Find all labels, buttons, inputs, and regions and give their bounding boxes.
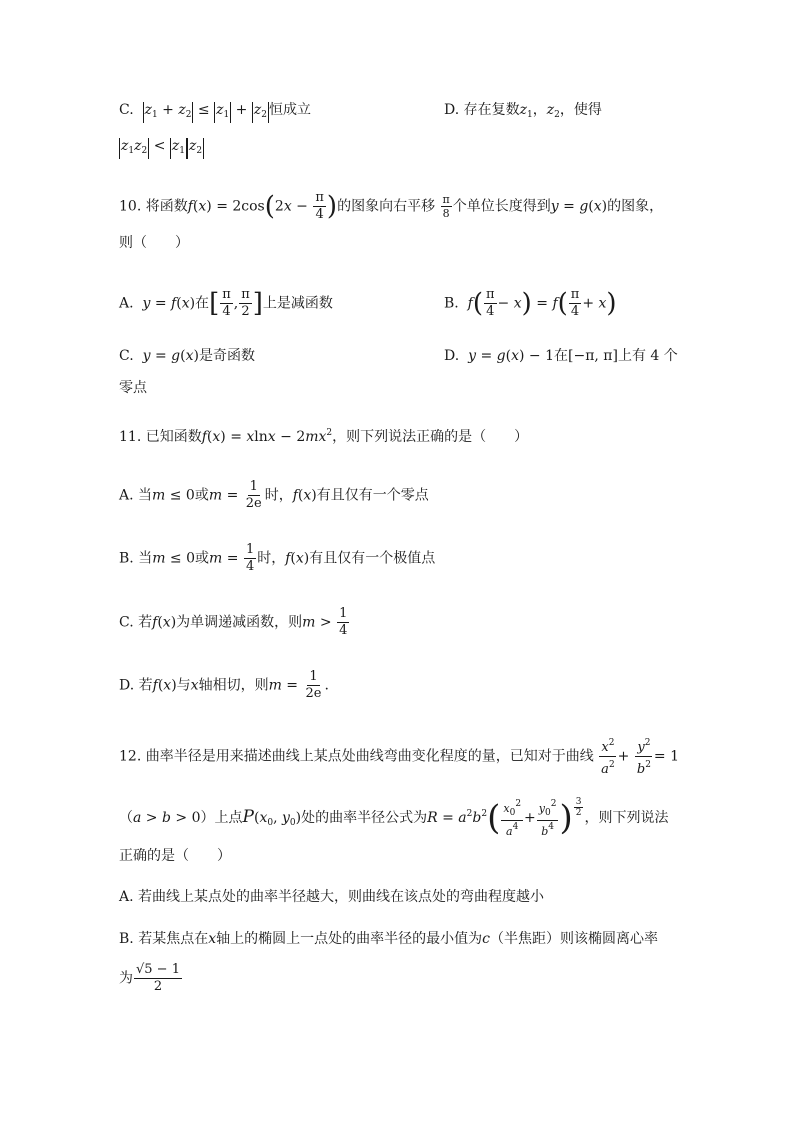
q10-stem: 10. 将函数f(x) = 2cos(2x − $\frac{\pi}{4}$ )的图象向右平移 $\frac{\pi}{8}$ 个单位长度得到y = g(x)的图象， bbox=[119, 190, 664, 222]
question-text: 个单位长度得到 bbox=[452, 198, 551, 215]
option-text: 有且仅有一个极值点 bbox=[309, 550, 436, 567]
q12-stem-line2: （a > b > 0）上点$P(x_0$, $y_0$)处的曲率半径公式为$R = a^2b^2$( $\frac{x_0^2}{a^4}$ + $\frac{y_0^2}{b^4}$ ) $\frac{3}{2}$ ，则下列说法 bbox=[119, 797, 669, 838]
q9-option-c: C. $z_1 + z_2 \le z_1 + z_2$ 恒成立 bbox=[119, 100, 311, 123]
q10-then: 则（ ） bbox=[119, 235, 189, 251]
q12-stem-line3: 正确的是（ ） bbox=[119, 848, 231, 864]
q10-option-d: D. y = g(x) − 1在[−π, π]上有 4 个 bbox=[444, 348, 678, 364]
q12-option-a bbox=[119, 887, 544, 907]
option-text: 存在复数 bbox=[463, 102, 520, 118]
q11-option-d: D. 若f(x)与x轴相切，则m = $\frac{1}{2e}$ . bbox=[119, 669, 329, 701]
option-text: 若某焦点在 bbox=[138, 931, 209, 947]
q10-option-d-wrap: 零点 bbox=[119, 380, 147, 396]
option-label: A. bbox=[119, 889, 134, 905]
option-text: 是奇函数 bbox=[198, 348, 255, 364]
question-number: 10. bbox=[119, 198, 142, 215]
option-text: 上是减函数 bbox=[262, 295, 333, 312]
option-label: C. bbox=[119, 102, 134, 118]
option-text: 与 bbox=[176, 677, 191, 694]
question-number: 11. bbox=[119, 429, 142, 445]
q10-option-a: A. y = f(x)在[ $\frac{\pi}{4}$ , $\frac{\pi}{2}$ ]上是减函数 bbox=[119, 287, 333, 319]
option-text: 上有 4 个 bbox=[617, 348, 678, 364]
option-text: 在 bbox=[554, 348, 568, 364]
option-text: 恒成立 bbox=[269, 102, 311, 118]
option-label: D. bbox=[119, 677, 135, 694]
option-text: 有且仅有一个零点 bbox=[316, 487, 429, 504]
option-label: B. bbox=[119, 931, 134, 947]
question-text: 曲率半径是用来描述曲线上某点处曲线弯曲变化程度的量，已知对于曲线 bbox=[145, 748, 594, 765]
q9-option-d: D. 存在复数$z_1$，$z_2$，使得 bbox=[444, 102, 602, 120]
option-text: 当 bbox=[138, 550, 153, 567]
q12-option-b: B. 若某焦点在x轴上的椭圆上一点处的曲率半径的最小值为c（半焦距）则该椭圆离心率 bbox=[119, 931, 658, 947]
question-text: 的图象， bbox=[607, 198, 664, 215]
option-text: 若 bbox=[138, 614, 153, 631]
question-text: 将函数 bbox=[145, 198, 188, 215]
question-text: 已知函数 bbox=[145, 429, 202, 445]
option-text: 或 bbox=[195, 550, 210, 567]
option-label: A. bbox=[119, 295, 134, 312]
option-text: 轴上的椭圆上一点处的曲率半径的最小值为 bbox=[216, 931, 483, 947]
question-text: ）上点 bbox=[200, 810, 243, 826]
question-text: ，则下列说法 bbox=[584, 810, 669, 826]
option-text: 若曲线上某点处的曲率半径越大，则曲线在该点处的弯曲程度越小 bbox=[138, 889, 545, 905]
q11-option-c: C. 若f(x)为单调递减函数，则m > $\frac{1}{4}$ bbox=[119, 606, 348, 638]
question-text: 处的曲率半径公式为 bbox=[301, 810, 428, 826]
q11-option-a: A. 当m ≤ 0或m = $\frac{1}{2e}$ 时，f(x)有且仅有一个零点 bbox=[119, 479, 429, 511]
q10-option-b: B. f( $\frac{\pi}{4}$ − x) = f( $\frac{\pi}{4}$ + x) bbox=[444, 287, 617, 319]
option-label: C. bbox=[119, 348, 134, 364]
option-text: 或 bbox=[194, 487, 209, 504]
option-label: B. bbox=[119, 550, 134, 567]
option-label: A. bbox=[119, 487, 134, 504]
option-text: 为 bbox=[119, 970, 133, 987]
option-text: （半焦距）则该椭圆离心率 bbox=[489, 931, 658, 947]
option-text: 时， bbox=[257, 550, 286, 567]
q11-option-b: B. 当m ≤ 0或m = $\frac{1}{4}$ 时，f(x)有且仅有一个极值点 bbox=[119, 542, 436, 574]
q9-option-d-formula: $z_1z_2 < z_1$ $z_2$ bbox=[119, 136, 204, 159]
q11-stem: 11. 已知函数$f(x) = xlnx - 2mx^2$，则下列说法正确的是（ ） bbox=[119, 428, 529, 445]
option-label: D. bbox=[444, 102, 460, 118]
q10-option-c: C. y = g(x)是奇函数 bbox=[119, 348, 255, 364]
q12-option-b-wrap: 为 $\frac{√5 - 1}{2}$ bbox=[119, 962, 180, 994]
question-text: 的图象向右平移 bbox=[337, 198, 436, 215]
option-text: 当 bbox=[138, 487, 153, 504]
option-text: 时， bbox=[264, 487, 293, 504]
option-label: C. bbox=[119, 614, 134, 631]
question-text: ，则下列说法正确的是（ ） bbox=[332, 429, 529, 445]
option-text: 为单调递减函数，则 bbox=[176, 614, 303, 631]
question-text: （ bbox=[119, 810, 133, 826]
question-number: 12. bbox=[119, 748, 142, 765]
option-text: ，使得 bbox=[559, 102, 602, 118]
option-text: 若 bbox=[138, 677, 153, 694]
option-text: 轴相切，则 bbox=[198, 677, 269, 694]
q12-stem-line1: 12. 曲率半径是用来描述曲线上某点处曲线弯曲变化程度的量，已知对于曲线 $\frac{x^2}{a^2}$ + $\frac{y^2}{b^2}$ = 1 bbox=[119, 735, 679, 778]
option-label: B. bbox=[444, 295, 459, 312]
option-label: D. bbox=[444, 348, 460, 364]
